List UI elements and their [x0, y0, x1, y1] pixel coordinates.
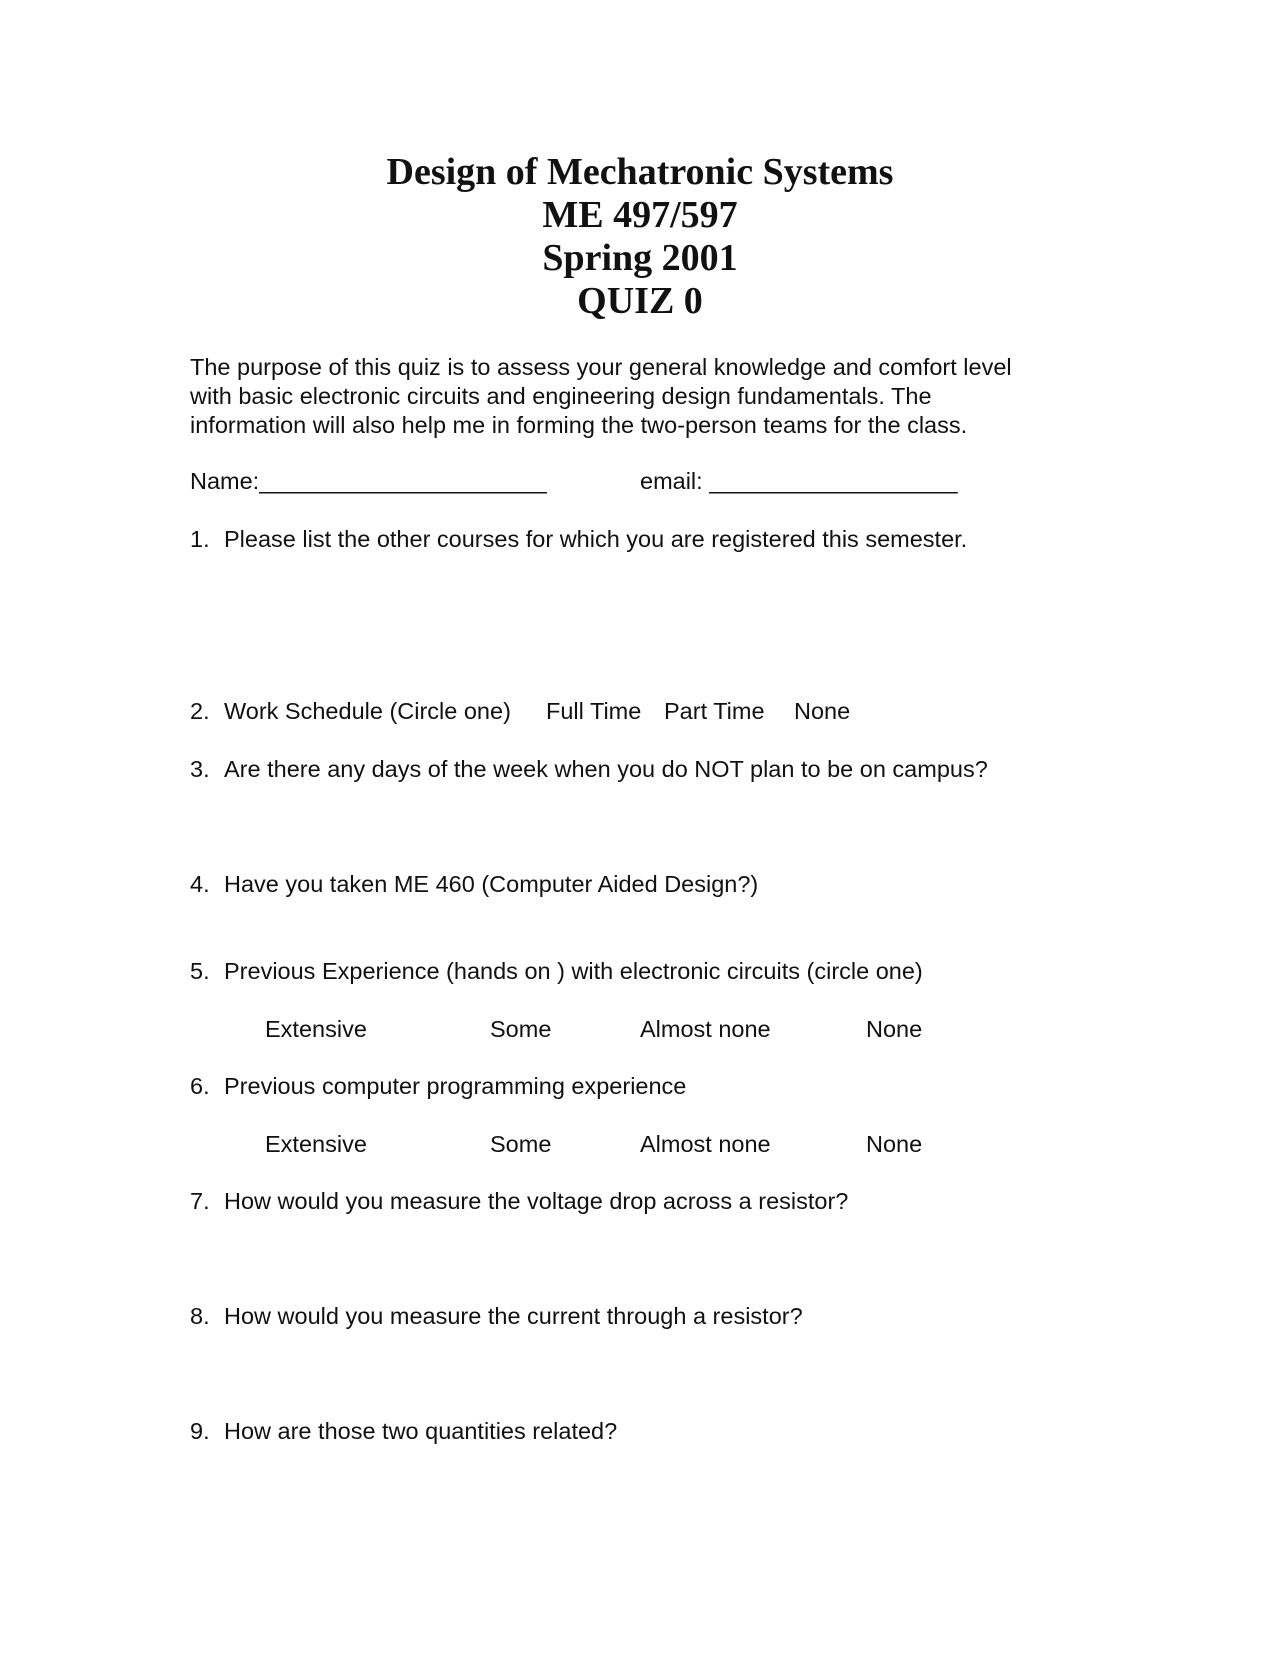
- question-number: 3.: [190, 756, 210, 782]
- question-1-text: Please list the other courses for which you are registered this semester.: [224, 526, 968, 552]
- question-9-text: How are those two quantities related?: [224, 1418, 618, 1444]
- option-almost-none[interactable]: Almost none: [640, 1016, 771, 1042]
- question-number: 7.: [190, 1188, 210, 1214]
- question-2-text: Work Schedule (Circle one): [224, 698, 511, 724]
- quiz-title: QUIZ 0: [577, 280, 703, 322]
- option-some[interactable]: Some: [490, 1131, 552, 1157]
- option-none[interactable]: None: [866, 1016, 923, 1042]
- option-none[interactable]: None: [794, 698, 851, 724]
- option-part-time[interactable]: Part Time: [664, 698, 765, 724]
- option-extensive[interactable]: Extensive: [265, 1131, 367, 1157]
- question-number: 6.: [190, 1073, 210, 1099]
- term: Spring 2001: [542, 237, 738, 279]
- intro-paragraph: [190, 353, 1012, 440]
- option-full-time[interactable]: Full Time: [546, 698, 642, 724]
- question-number: 4.: [190, 871, 210, 897]
- question-number: 2.: [190, 698, 210, 724]
- option-extensive[interactable]: Extensive: [265, 1016, 367, 1042]
- name-field[interactable]: Name:______________________: [190, 468, 547, 494]
- intro-line: The purpose of this quiz is to assess your general knowledge and comfort level: [190, 354, 1012, 380]
- question-number: 9.: [190, 1418, 210, 1444]
- question-6-text: Previous computer programming experience: [224, 1073, 687, 1099]
- intro-line: information will also help me in forming the two-person teams for the class.: [190, 412, 968, 438]
- intro-line: with basic electronic circuits and engineering design fundamentals. The: [190, 383, 932, 409]
- document-title: Design of Mechatronic Systems: [386, 151, 894, 193]
- question-5-text: Previous Experience (hands on ) with electronic circuits (circle one): [224, 958, 923, 984]
- question-7-text: How would you measure the voltage drop across a resistor?: [224, 1188, 849, 1214]
- question-number: 1.: [190, 526, 210, 552]
- question-4-text: Have you taken ME 460 (Computer Aided Design?): [224, 871, 759, 897]
- option-none[interactable]: None: [866, 1131, 923, 1157]
- option-some[interactable]: Some: [490, 1016, 552, 1042]
- option-almost-none[interactable]: Almost none: [640, 1131, 771, 1157]
- question-3-text: Are there any days of the week when you do NOT plan to be on campus?: [224, 756, 988, 782]
- email-field[interactable]: email: ___________________: [640, 468, 958, 494]
- question-number: 8.: [190, 1303, 210, 1329]
- question-number: 5.: [190, 958, 210, 984]
- question-8-text: How would you measure the current through a resistor?: [224, 1303, 803, 1329]
- course-number: ME 497/597: [542, 194, 738, 236]
